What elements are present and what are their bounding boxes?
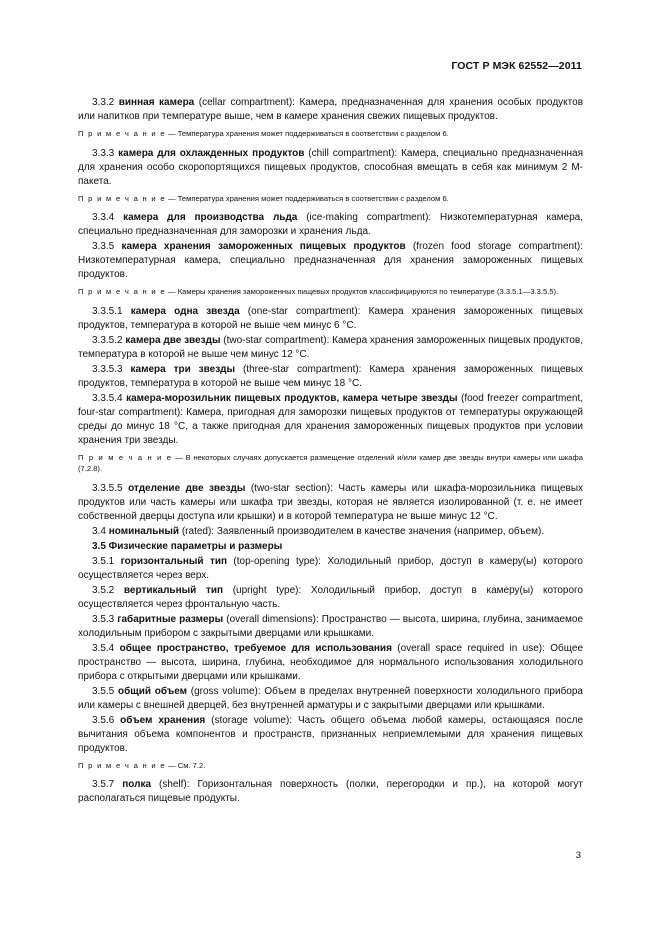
clause-number: 3.5.5 bbox=[92, 685, 115, 697]
definition-text: (top-opening type): Холодильный прибор, доступ в камеру(ы) которого осуществляется через верх. bbox=[78, 555, 583, 581]
note bbox=[78, 193, 583, 205]
term: камера хранения замороженных пищевых продуктов bbox=[121, 241, 406, 252]
clause-number: 3.3.5.1 bbox=[92, 305, 123, 317]
definition-text: (gross volume): Объем в пределах внутренней поверхности холодильного прибора или камеры с внешней дверцей, без внутренней арматуры и с закрытыми дверцами или крышками. bbox=[78, 685, 583, 711]
term: общий объем bbox=[118, 685, 188, 697]
definition-text: (frozen food storage compartment): Низкотемпературная камера, специально предназначенная для хранения замороженных пищевых продуктов. bbox=[78, 241, 583, 280]
term: камера-морозильник пищевых продуктов, камера четыре звезды bbox=[126, 392, 458, 404]
definition-text: (chill compartment): Камера, специально предназначенная для хранения особо скоропортящихся пищевых продуктов, способная вмещать в себя как минимум 2 М-пакета. bbox=[78, 147, 584, 187]
definition-paragraph bbox=[78, 392, 583, 448]
definition-text: (cellar compartment): Камера, предназначенная для хранения особых продуктов или напитков при температуре выше, чем в камере хранения свежих пищевых продуктов. bbox=[78, 97, 584, 122]
note bbox=[78, 760, 583, 772]
term: вертикальный тип bbox=[123, 584, 224, 596]
definition-paragraph bbox=[78, 714, 583, 756]
definition-paragraph bbox=[78, 305, 583, 333]
definition-text: (rated): Заявленный производителем в качестве значения (например, объем). bbox=[179, 525, 545, 537]
term: камера для охлажденных продуктов bbox=[118, 147, 305, 159]
definition-text: (upright type): Холодильный прибор, доступ в камеру(ы) которого осуществляется через фронтальную часть. bbox=[78, 584, 583, 610]
note-label: П р и м е ч а н и е bbox=[78, 193, 166, 203]
note bbox=[78, 452, 583, 475]
definition-paragraph bbox=[78, 642, 583, 684]
definition-paragraph bbox=[78, 555, 583, 583]
definition-text: (two-star compartment): Камера хранения замороженных пищевых продуктов, температура в которой не выше чем минус 12 °С. bbox=[78, 334, 584, 360]
note bbox=[78, 286, 583, 298]
definition-text: (three-star compartment): Камера хранения замороженных пищевых продуктов, температура в которой не выше чем минус 18 °С. bbox=[78, 363, 583, 389]
clause-number: 3.3.4 bbox=[92, 212, 115, 223]
note-label: П р и м е ч а н и е bbox=[78, 287, 166, 296]
note-text: — См. 7.2. bbox=[165, 760, 206, 770]
note-text: — В некоторых случаях допускается размещение отделений и/или камер две звезды внутри камеры или шкафа (7.2.8). bbox=[78, 452, 583, 473]
clause-number: 3.3.5 bbox=[92, 241, 115, 252]
definition-text: (ice-making compartment): Низкотемпературная камера, специально предназначенная для заморозки и хранения льда. bbox=[78, 212, 584, 237]
definition-paragraph bbox=[78, 240, 583, 282]
note-label: П р и м е ч а н и е bbox=[78, 129, 166, 138]
definition-paragraph bbox=[78, 96, 583, 124]
clause-number: 3.3.5.2 bbox=[92, 334, 123, 346]
term: камера две звезды bbox=[125, 334, 221, 346]
definition-text: (storage volume): Часть общего объема любой камеры, остающаяся после вычитания объема компонентов и пространств, признанных неприемлемыми для хранения пищевых продуктов. bbox=[78, 714, 584, 754]
definition-text: (overall dimensions): Пространство — высота, ширина, глубина, занимаемое холодильным прибором с закрытыми дверцами или крышками. bbox=[78, 613, 584, 639]
clause-number: 3.5.6 bbox=[92, 714, 115, 726]
clause-number: 3.5.2 bbox=[92, 584, 115, 596]
note-label: П р и м е ч а н и е bbox=[78, 760, 166, 770]
page-number: 3 bbox=[575, 850, 581, 861]
definition-paragraph bbox=[78, 685, 583, 713]
note-text: — Камеры хранения замороженных пищевых продуктов классифицируются по температуре (3.3.5.1—3.3.5.5). bbox=[165, 287, 559, 296]
definition-text: (overall space required in use): Общее пространство — высота, ширина, глубина, необходимое для нормального использования холодильного прибора с открытыми дверцами или крышками. bbox=[78, 642, 584, 682]
definition-paragraph bbox=[78, 778, 583, 806]
clause-number: 3.5.7 bbox=[92, 779, 115, 790]
definition-paragraph bbox=[78, 363, 583, 391]
clause-number: 3.4 bbox=[92, 525, 106, 537]
clause-number: 3.3.2 bbox=[92, 97, 115, 108]
term: общее пространство, требуемое для использования bbox=[119, 642, 392, 654]
definition-paragraph bbox=[78, 525, 583, 539]
term: камера три звезды bbox=[130, 363, 236, 375]
clause-number: 3.3.5.5 bbox=[92, 482, 123, 494]
term: объем хранения bbox=[120, 714, 206, 726]
clause-number: 3.3.5.3 bbox=[92, 363, 123, 375]
definition-text: (one-star compartment): Камера хранения замороженных пищевых продуктов, температура в которой не выше чем минус 6 °С. bbox=[78, 305, 584, 331]
term: отделение две звезды bbox=[128, 482, 246, 494]
term: камера одна звезда bbox=[130, 305, 240, 317]
clause-number: 3.3.3 bbox=[92, 147, 115, 159]
definition-paragraph bbox=[78, 211, 583, 239]
clause-number: 3.5.1 bbox=[92, 555, 115, 567]
term: винная камера bbox=[118, 97, 195, 108]
definition-paragraph bbox=[78, 584, 583, 612]
note-text: — Температура хранения может поддерживаться в соответствии с разделом 6. bbox=[165, 129, 449, 138]
term: габаритные размеры bbox=[117, 613, 224, 625]
clause-number: 3.5.3 bbox=[92, 613, 115, 625]
term: номинальный bbox=[108, 525, 180, 537]
definition-paragraph bbox=[78, 482, 583, 524]
note bbox=[78, 128, 583, 140]
definition-text: (food freezer compartment, four-star compartment): Камера, пригодная для заморозки пищевых продуктов от температуры окружающей среды до минус 18 °С, а также пригодная для хранения замороженных пищевых продуктов при условии хранения три звезды. bbox=[78, 392, 583, 446]
term: горизонтальный тип bbox=[120, 555, 228, 567]
clause-number: 3.5.4 bbox=[92, 642, 115, 654]
section-heading: 3.5 Физические параметры и размеры bbox=[92, 540, 283, 552]
note-text: — Температура хранения может поддерживаться в соответствии с разделом 6. bbox=[165, 193, 449, 203]
definition-text: (two-star section): Часть камеры или шкафа-морозильника пищевых продуктов или часть камеры или шкафа три звезды, которая не является изолированной (т. е. не имеет собственной дверцы доступа или крышки) и в которой температура не выше минус 12 °С. bbox=[78, 482, 584, 522]
term: полка bbox=[122, 779, 152, 790]
note-label: П р и м е ч а н и е bbox=[78, 452, 173, 462]
definition-paragraph bbox=[78, 334, 583, 362]
definition-text: (shelf): Горизонтальная поверхность (полки, перегородки и пр.), на которой могут располагаться пищевые продукты. bbox=[78, 779, 583, 804]
document-body bbox=[78, 96, 583, 807]
definition-paragraph bbox=[78, 613, 583, 641]
clause-number: 3.3.5.4 bbox=[92, 392, 123, 404]
document-header: ГОСТ Р МЭК 62552—2011 bbox=[451, 60, 582, 72]
definition-paragraph bbox=[78, 147, 583, 189]
term: камера для производства льда bbox=[123, 212, 298, 223]
